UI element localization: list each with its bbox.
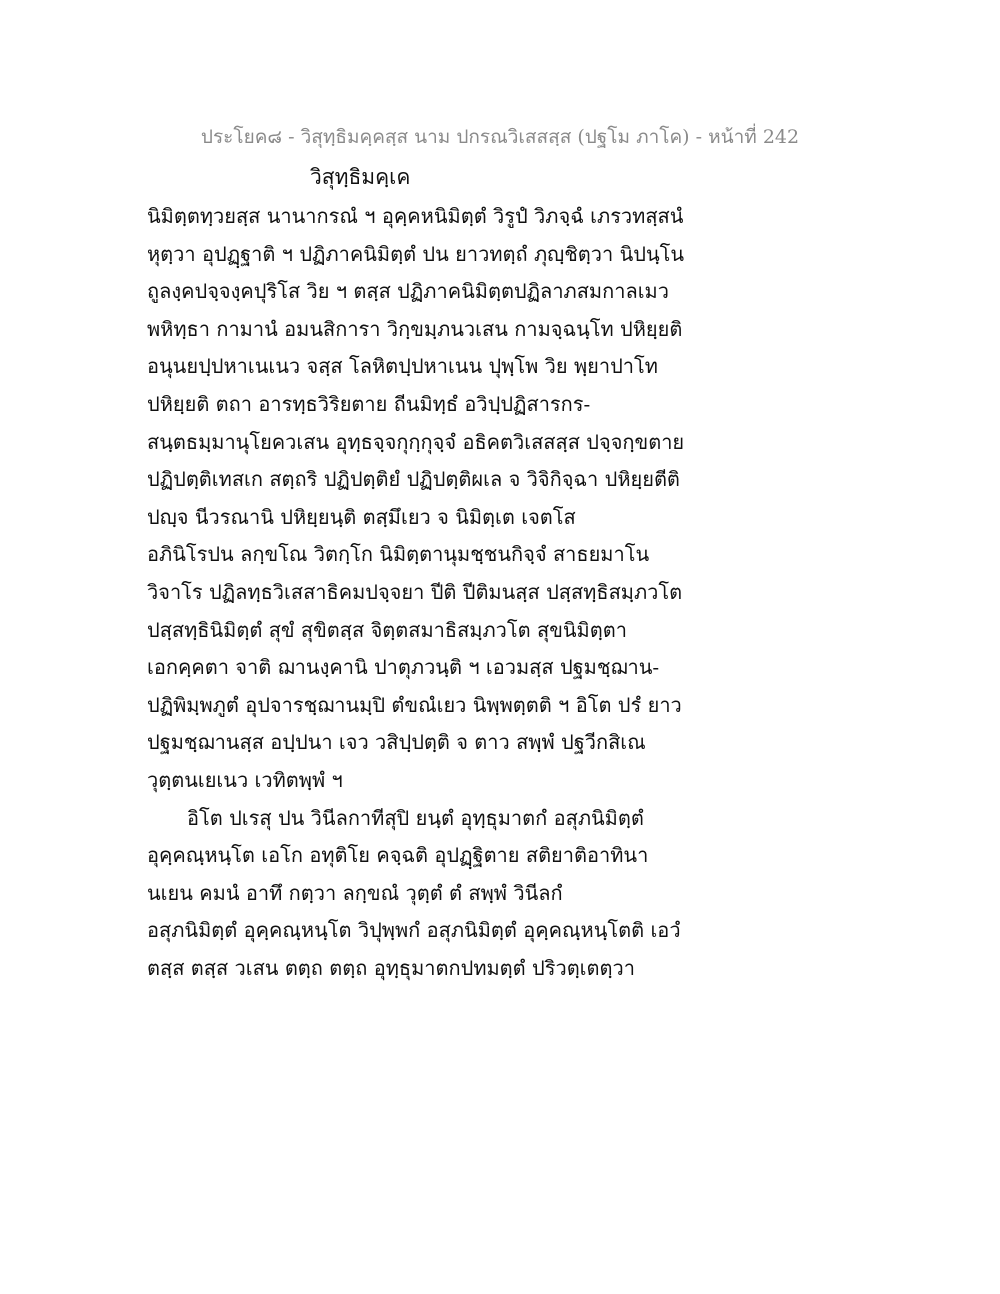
text-line: ปฏิพิมฺพภูตํ อุปจารชฺฌานมฺปิ ตํขณํเยว นิพฺพตฺตติ ฯ อิโต ปรํ ยาว [147, 692, 682, 717]
text-line: เอกคฺคตา จาติ ฌานงฺคานิ ปาตุภวนฺติ ฯ เอวมสฺส ปฐมชฺฌาน- [147, 655, 660, 680]
text-line: อุคฺคณฺหนฺโต เอโก อทุติโย คจฺฉติ อุปฏฺฐิตาย สติยาติอาทินา [147, 843, 649, 868]
text-line: อนุนยปฺปหาเนเนว จสฺส โลหิตปฺปหาเนน ปุพฺโพ วิย พฺยาปาโท [147, 354, 658, 379]
text-line: ปสฺสทฺธินิมิตฺตํ สุขํ สุขิตสฺส จิตฺตสมาธิสมฺภวโต สุขนิมิตฺตา [147, 617, 627, 642]
text-line: อภินิโรปน ลกฺขโณ วิตกฺโก นิมิตฺตานุมชฺชนกิจฺจํ สาธยมาโน [147, 542, 650, 567]
text-line: ปฐมชฺฌานสฺส อปฺปนา เจว วสิปฺปตฺติ จ ตาว สพฺพํ ปฐวีกสิเณ [147, 730, 646, 755]
paragraph [147, 198, 707, 800]
text-line: นเยน คมนํ อาทึ กตฺวา ลกฺขณํ วุตฺตํ ตํ สพฺพํ วินีลกํ [147, 880, 563, 905]
text-line: ถูลงฺคปจฺจงฺคปุริโส วิย ฯ ตสฺส ปฏิภาคนิมิตฺตปฏิลาภสมกาลเมว [147, 279, 669, 304]
paragraph [147, 800, 707, 988]
text-line: วุตฺตนเยเนว เวทิตพฺพํ ฯ [147, 767, 343, 792]
text-line: ปหิยฺยติ ตถา อารทฺธวิริยตาย ถีนมิทฺธํ อวิปฺปฏิสารกร- [147, 391, 591, 416]
text-line: สนฺตธมฺมานุโยควเสน อุทฺธจฺจกุกฺกุจฺจํ อธิคตวิเสสสฺส ปจฺจกฺขตาย [147, 429, 685, 454]
text-line: วิจาโร ปฏิลทฺธวิเสสาธิคมปจฺจยา ปีติ ปีติมนสฺส ปสฺสทฺธิสมฺภวโต [147, 579, 683, 604]
text-line: ตสฺส ตสฺส วเสน ตตฺถ ตตฺถ อุทฺธุมาตกปทมตฺตํ ปริวตฺเตตฺวา [147, 955, 635, 980]
page-header: ประโยค๘ - วิสุทฺธิมคฺคสฺส นาม ปกรณวิเสสสฺส (ปฐโม ภาโค) - หน้าที่ 242 [200, 126, 800, 148]
text-line: อิโต ปเรสุ ปน วินีลกาทีสุปิ ยนฺตํ อุทฺธุมาตกํ อสุภนิมิตฺตํ [187, 805, 644, 830]
text-line: อสุภนิมิตฺตํ อุคฺคณฺหนฺโต วิปุพฺพกํ อสุภนิมิตฺตํ อุคฺคณฺหนฺโตติ เอวํ [147, 918, 681, 943]
text-line: หุตฺวา อุปฏฺฐาติ ฯ ปฏิภาคนิมิตฺตํ ปน ยาวทตฺถํ ภุญฺชิตฺวา นิปนฺโน [147, 241, 685, 266]
text-line: ปฏิปตฺติเทสเก สตฺถริ ปฏิปตฺติยํ ปฏิปตฺติผเล จ วิจิกิจฺฉา ปหิยฺยตีติ [147, 467, 680, 492]
text-line: ปญฺจ นีวรณานิ ปหิยฺยนฺติ ตสฺมึเยว จ นิมิตฺเต เจตโส [147, 504, 576, 529]
body-text [147, 198, 707, 987]
text-line: พหิทฺธา กามานํ อมนสิการา วิกฺขมฺภนวเสน กามจฺฉนฺโท ปหิยฺยติ [147, 316, 683, 341]
section-title: วิสุทฺธิมคฺเค [310, 165, 411, 189]
text-line: นิมิตฺตทฺวยสฺส นานากรณํ ฯ อุคฺคหนิมิตฺตํ วิรูปํ วิภจฺฉํ เภรวทสฺสนํ [147, 204, 684, 228]
